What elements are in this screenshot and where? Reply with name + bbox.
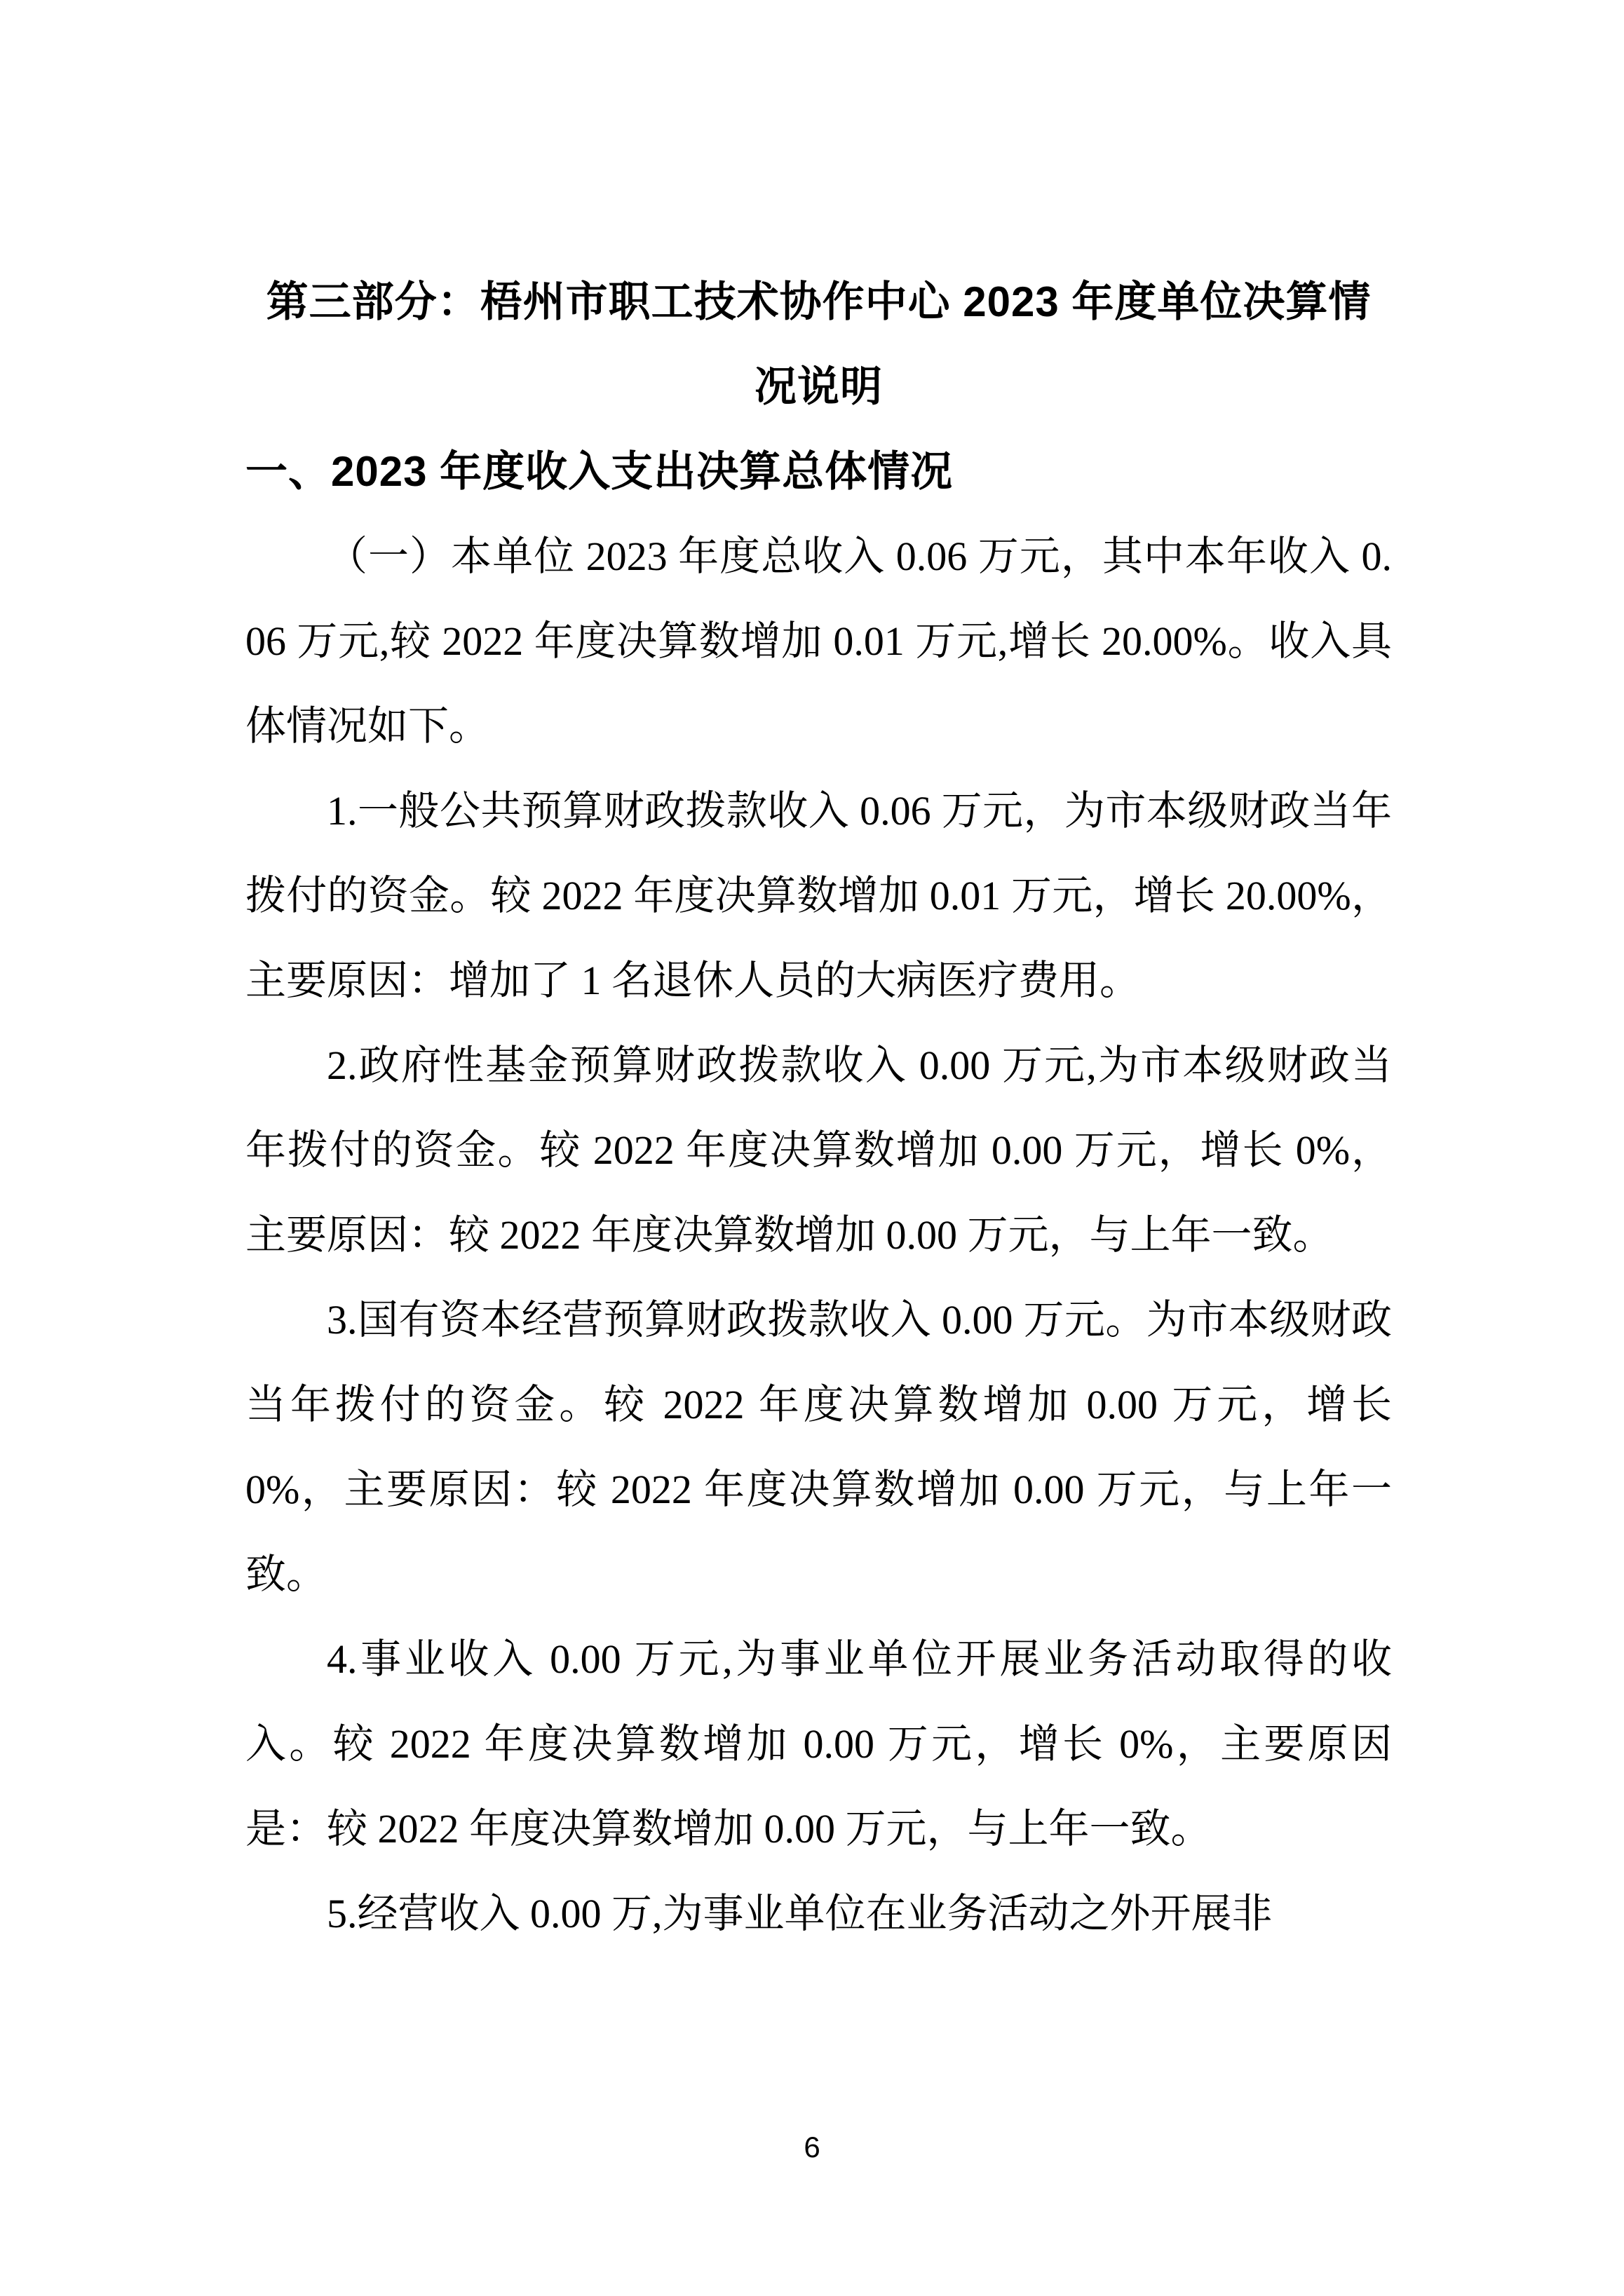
section-heading: 一、2023 年度收入支出决算总体情况: [245, 448, 954, 495]
document-content: [245, 259, 1392, 1956]
paragraph-institution-income: 4.事业收入 0.00 万元,为事业单位开展业务活动取得的收入。较 2022 年度决算数增加 0.00 万元，增长 0%，主要原因是：较 2022 年度决算数增加 0.00 万元，与上年一致。: [245, 1636, 1392, 1852]
paragraph-operating-income: 5.经营收入 0.00 万,为事业单位在业务活动之外开展非: [327, 1891, 1273, 1936]
document-title: [245, 259, 1392, 429]
title-line-1: 第三部分：梧州市职工技术协作中心 2023 年度单位决算情: [266, 278, 1372, 325]
title-line-2: 况说明: [755, 363, 883, 410]
paragraph-general-public-budget-income: 1.一般公共预算财政拨款收入 0.06 万元，为市本级财政当年拨付的资金。较 2022 年度决算数增加 0.01 万元，增长 20.00%，主要原因：增加了 1 名退休人员的大病医疗费用。: [245, 788, 1392, 1003]
paragraph-government-fund-income: 2.政府性基金预算财政拨款收入 0.00 万元,为市本级财政当年拨付的资金。较 2022 年度决算数增加 0.00 万元，增长 0%，主要原因：较 2022 年度决算数增加 0.00 万元，与上年一致。: [245, 1042, 1392, 1258]
paragraph-overview: （一）本单位 2023 年度总收入 0.06 万元，其中本年收入 0.06 万元,较 2022 年度决算数增加 0.01 万元,增长 20.00%。收入具体情况如下。: [245, 534, 1392, 749]
paragraph-state-capital-income: 3.国有资本经营预算财政拨款收入 0.00 万元。为市本级财政当年拨付的资金。较 2022 年度决算数增加 0.00 万元，增长 0%，主要原因：较 2022 年度决算数增加 0.00 万元，与上年一致。: [245, 1297, 1392, 1597]
page-number: 6: [804, 2131, 820, 2163]
